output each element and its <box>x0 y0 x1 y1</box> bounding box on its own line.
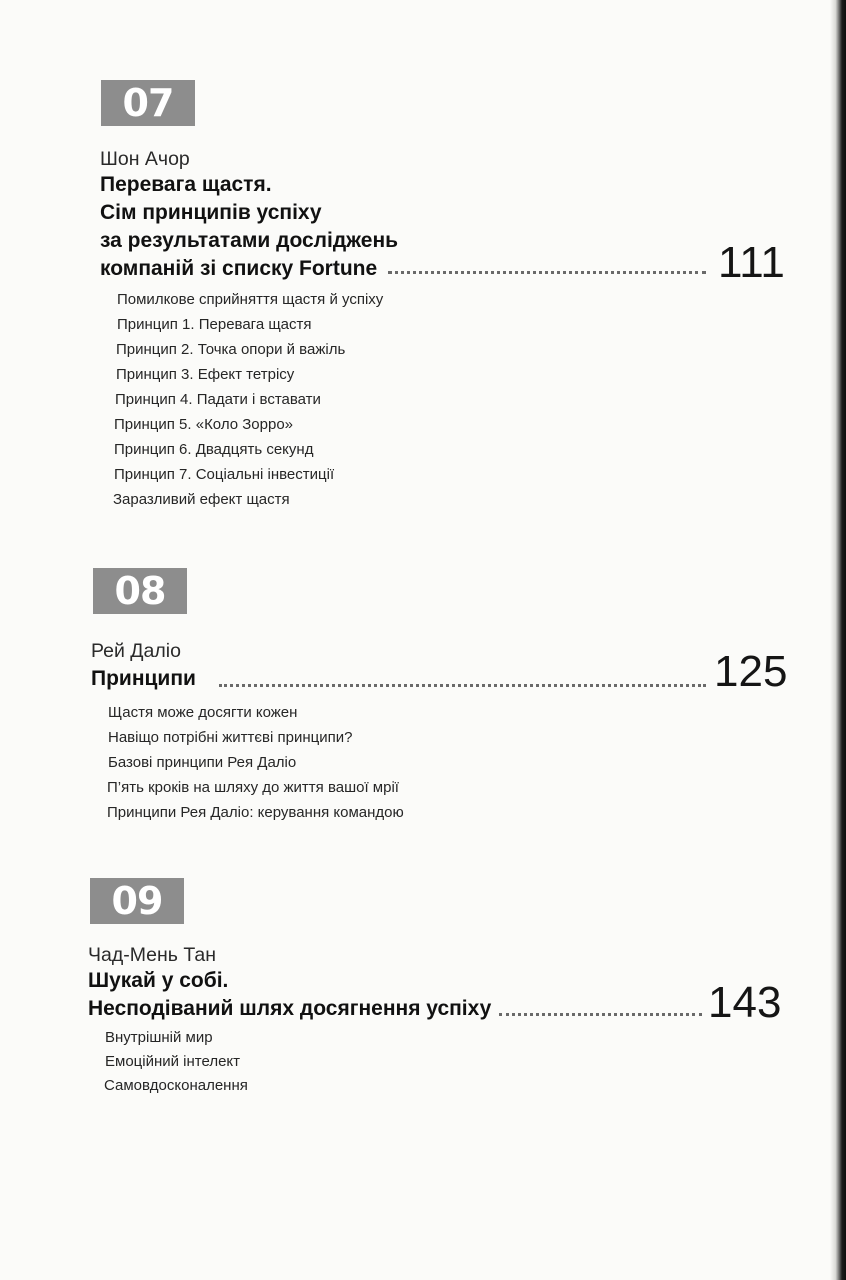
chapter-title-line[interactable]: за результатами досліджень <box>100 229 399 252</box>
chapter-author: Шон Ачор <box>100 148 190 170</box>
chapter-title-line[interactable]: Сім принципів успіху <box>100 201 322 224</box>
subchapter-item[interactable]: П’ять кроків на шляху до життя вашої мрії <box>107 779 399 796</box>
page-edge-shadow <box>830 0 846 1280</box>
chapter-author: Чад-Мень Тан <box>88 944 217 966</box>
subchapter-item[interactable]: Принцип 5. «Коло Зорро» <box>114 416 294 433</box>
dot-leader <box>219 684 706 687</box>
chapter-title-line[interactable]: Несподіваний шлях досягнення успіху <box>88 997 492 1020</box>
chapter-number-badge: 08 <box>93 568 187 614</box>
subchapter-item[interactable]: Принципи Рея Даліо: керування командою <box>107 804 404 821</box>
dot-leader <box>388 271 706 274</box>
subchapter-item[interactable]: Помилкове сприйняття щастя й успіху <box>117 291 384 308</box>
chapter-title-line[interactable]: Перевага щастя. <box>100 173 272 196</box>
subchapter-item[interactable]: Навіщо потрібні життєві принципи? <box>108 729 353 746</box>
subchapter-item[interactable]: Принцип 7. Соціальні інвестиції <box>114 466 335 483</box>
subchapter-item[interactable]: Принцип 1. Перевага щастя <box>117 316 312 333</box>
subchapter-item[interactable]: Заразливий ефект щастя <box>113 491 290 508</box>
subchapter-item[interactable]: Щастя може досягти кожен <box>108 704 298 721</box>
chapter-author: Рей Даліо <box>91 640 181 662</box>
subchapter-item[interactable]: Базові принципи Рея Даліо <box>108 754 297 771</box>
subchapter-item[interactable]: Принцип 3. Ефект тетрісу <box>116 366 295 383</box>
chapter-page-number[interactable]: 111 <box>718 238 785 287</box>
subchapter-item[interactable]: Самовдосконалення <box>104 1077 248 1094</box>
subchapter-item[interactable]: Принцип 2. Точка опори й важіль <box>116 341 346 358</box>
chapter-page-number[interactable]: 143 <box>708 978 782 1027</box>
subchapter-item[interactable]: Внутрішній мир <box>105 1029 213 1046</box>
chapter-title-line[interactable]: Принципи <box>91 667 196 690</box>
chapter-number-badge: 07 <box>101 80 195 126</box>
dot-leader <box>499 1013 702 1016</box>
subchapter-item[interactable]: Емоційний інтелект <box>105 1053 241 1070</box>
chapter-title-line[interactable]: Шукай у собі. <box>88 969 229 992</box>
chapter-title-line[interactable]: компаній зі списку Fortune <box>100 257 378 280</box>
subchapter-item[interactable]: Принцип 6. Двадцять секунд <box>114 441 314 458</box>
chapter-page-number[interactable]: 125 <box>714 647 788 696</box>
chapter-number-badge: 09 <box>90 878 184 924</box>
subchapter-item[interactable]: Принцип 4. Падати і вставати <box>115 391 321 408</box>
